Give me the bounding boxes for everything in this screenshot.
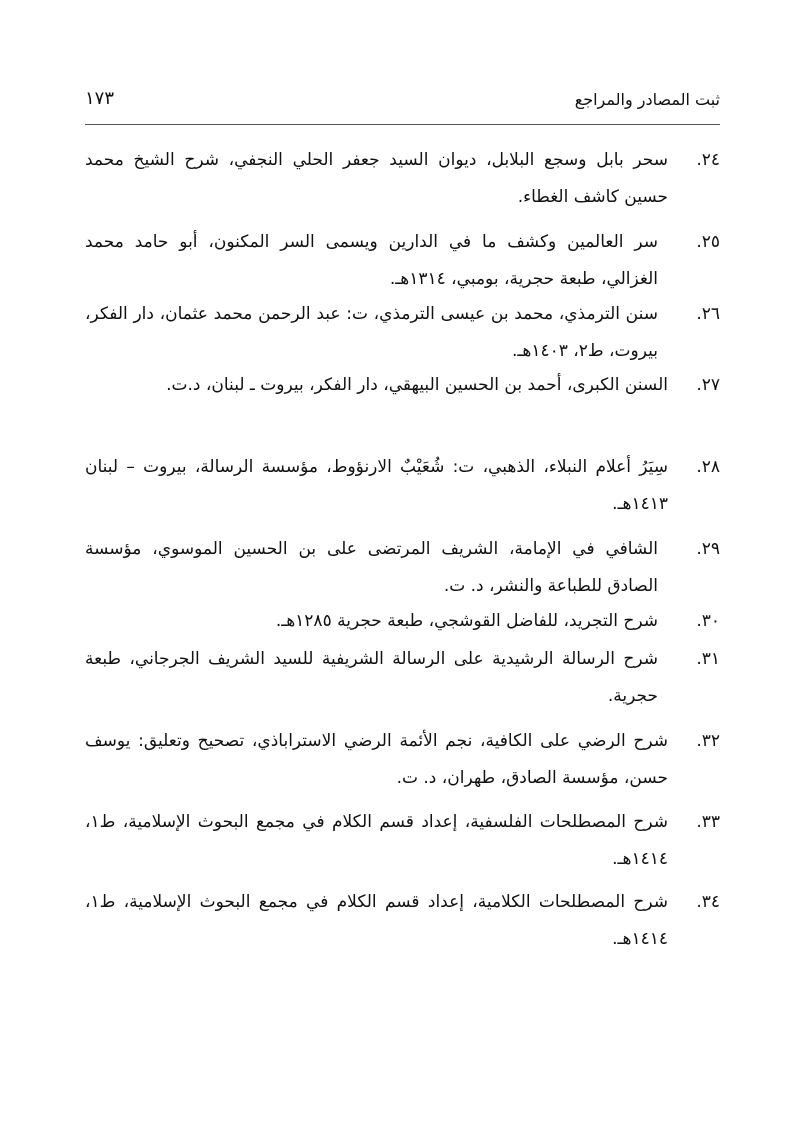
- entry-text: شرح الرسالة الرشيدية على الرسالة الشريفية للسيد الشريف الجرجاني، طبعة حجرية.: [85, 649, 658, 706]
- entry-number: ٣٤.: [696, 892, 720, 912]
- bibliography-entry: [85, 296, 720, 370]
- running-header: [85, 86, 720, 124]
- entry-number: ٣١.: [696, 649, 720, 669]
- bibliography-entry: [85, 142, 720, 216]
- bibliography-entry: [85, 531, 720, 605]
- bibliography-entry: [85, 603, 720, 640]
- entry-number: ٢٧.: [696, 375, 720, 395]
- bibliography-entry: [85, 804, 720, 878]
- entry-number: ٣٢.: [696, 731, 720, 751]
- entry-number: ٢٦.: [696, 304, 720, 324]
- bibliography-entry: [85, 884, 720, 958]
- bibliography-entry: [85, 367, 720, 404]
- entry-text: شرح المصطلحات الكلامية، إعداد قسم الكلام في مجمع البحوث الإسلامية، ط١، ١٤١٤هـ.: [85, 892, 668, 949]
- bibliography-entry: [85, 641, 720, 715]
- entry-text: سنن الترمذي، محمد بن عيسى الترمذي، ت: عبد الرحمن محمد عثمان، دار الفكر، بيروت، ط٢، ١٤٠٣هـ.: [85, 304, 658, 361]
- entry-number: ٢٤.: [696, 150, 720, 170]
- entry-text: شرح المصطلحات الفلسفية، إعداد قسم الكلام في مجمع البحوث الإسلامية، ط١، ١٤١٤هـ.: [85, 812, 668, 869]
- entry-text: سر العالمين وكشف ما في الدارين ويسمى السر المكنون، أبو حامد محمد الغزالي، طبعة حجرية، بومبي، ١٣١٤هـ.: [85, 232, 658, 289]
- header-divider: [85, 124, 720, 125]
- entry-text: الشافي في الإمامة، الشريف المرتضى على بن الحسين الموسوي، مؤسسة الصادق للطباعة والنشر، د. ت.: [85, 539, 658, 596]
- page-number: ١٧٣: [85, 88, 115, 109]
- bibliography-entry: [85, 449, 720, 523]
- entry-number: ٢٥.: [696, 232, 720, 252]
- entry-number: ٢٨.: [696, 457, 720, 477]
- bibliography-entry: [85, 723, 720, 797]
- entry-number: ٢٩.: [696, 539, 720, 559]
- entry-number: ٣٠.: [696, 611, 720, 631]
- entry-text: السنن الكبرى، أحمد بن الحسين البيهقي، دار الفكر، بيروت ـ لبنان، د.ت.: [166, 375, 668, 395]
- entry-text: شرح الرضي على الكافية، نجم الأئمة الرضي الاستراباذي، تصحيح وتعليق: يوسف حسن، مؤسسة الصادق، طهران، د. ت.: [85, 731, 668, 788]
- entry-text: سِيَرُ أعلام النبلاء، الذهبي، ت: شُعَيْبٌ الارنؤوط، مؤسسة الرسالة، بيروت – لبنان ١٤١٣هـ.: [85, 457, 668, 514]
- bibliography-entry: [85, 224, 720, 298]
- entry-number: ٣٣.: [696, 812, 720, 832]
- running-header-title: ثبت المصادر والمراجع: [574, 90, 720, 109]
- entry-text: سحر بابل وسجع البلابل، ديوان السيد جعفر الحلي النجفي، شرح الشيخ محمد حسين كاشف الغطاء.: [85, 150, 668, 207]
- entry-text: شرح التجريد، للفاضل القوشجي، طبعة حجرية ١٢٨٥هـ.: [275, 611, 658, 631]
